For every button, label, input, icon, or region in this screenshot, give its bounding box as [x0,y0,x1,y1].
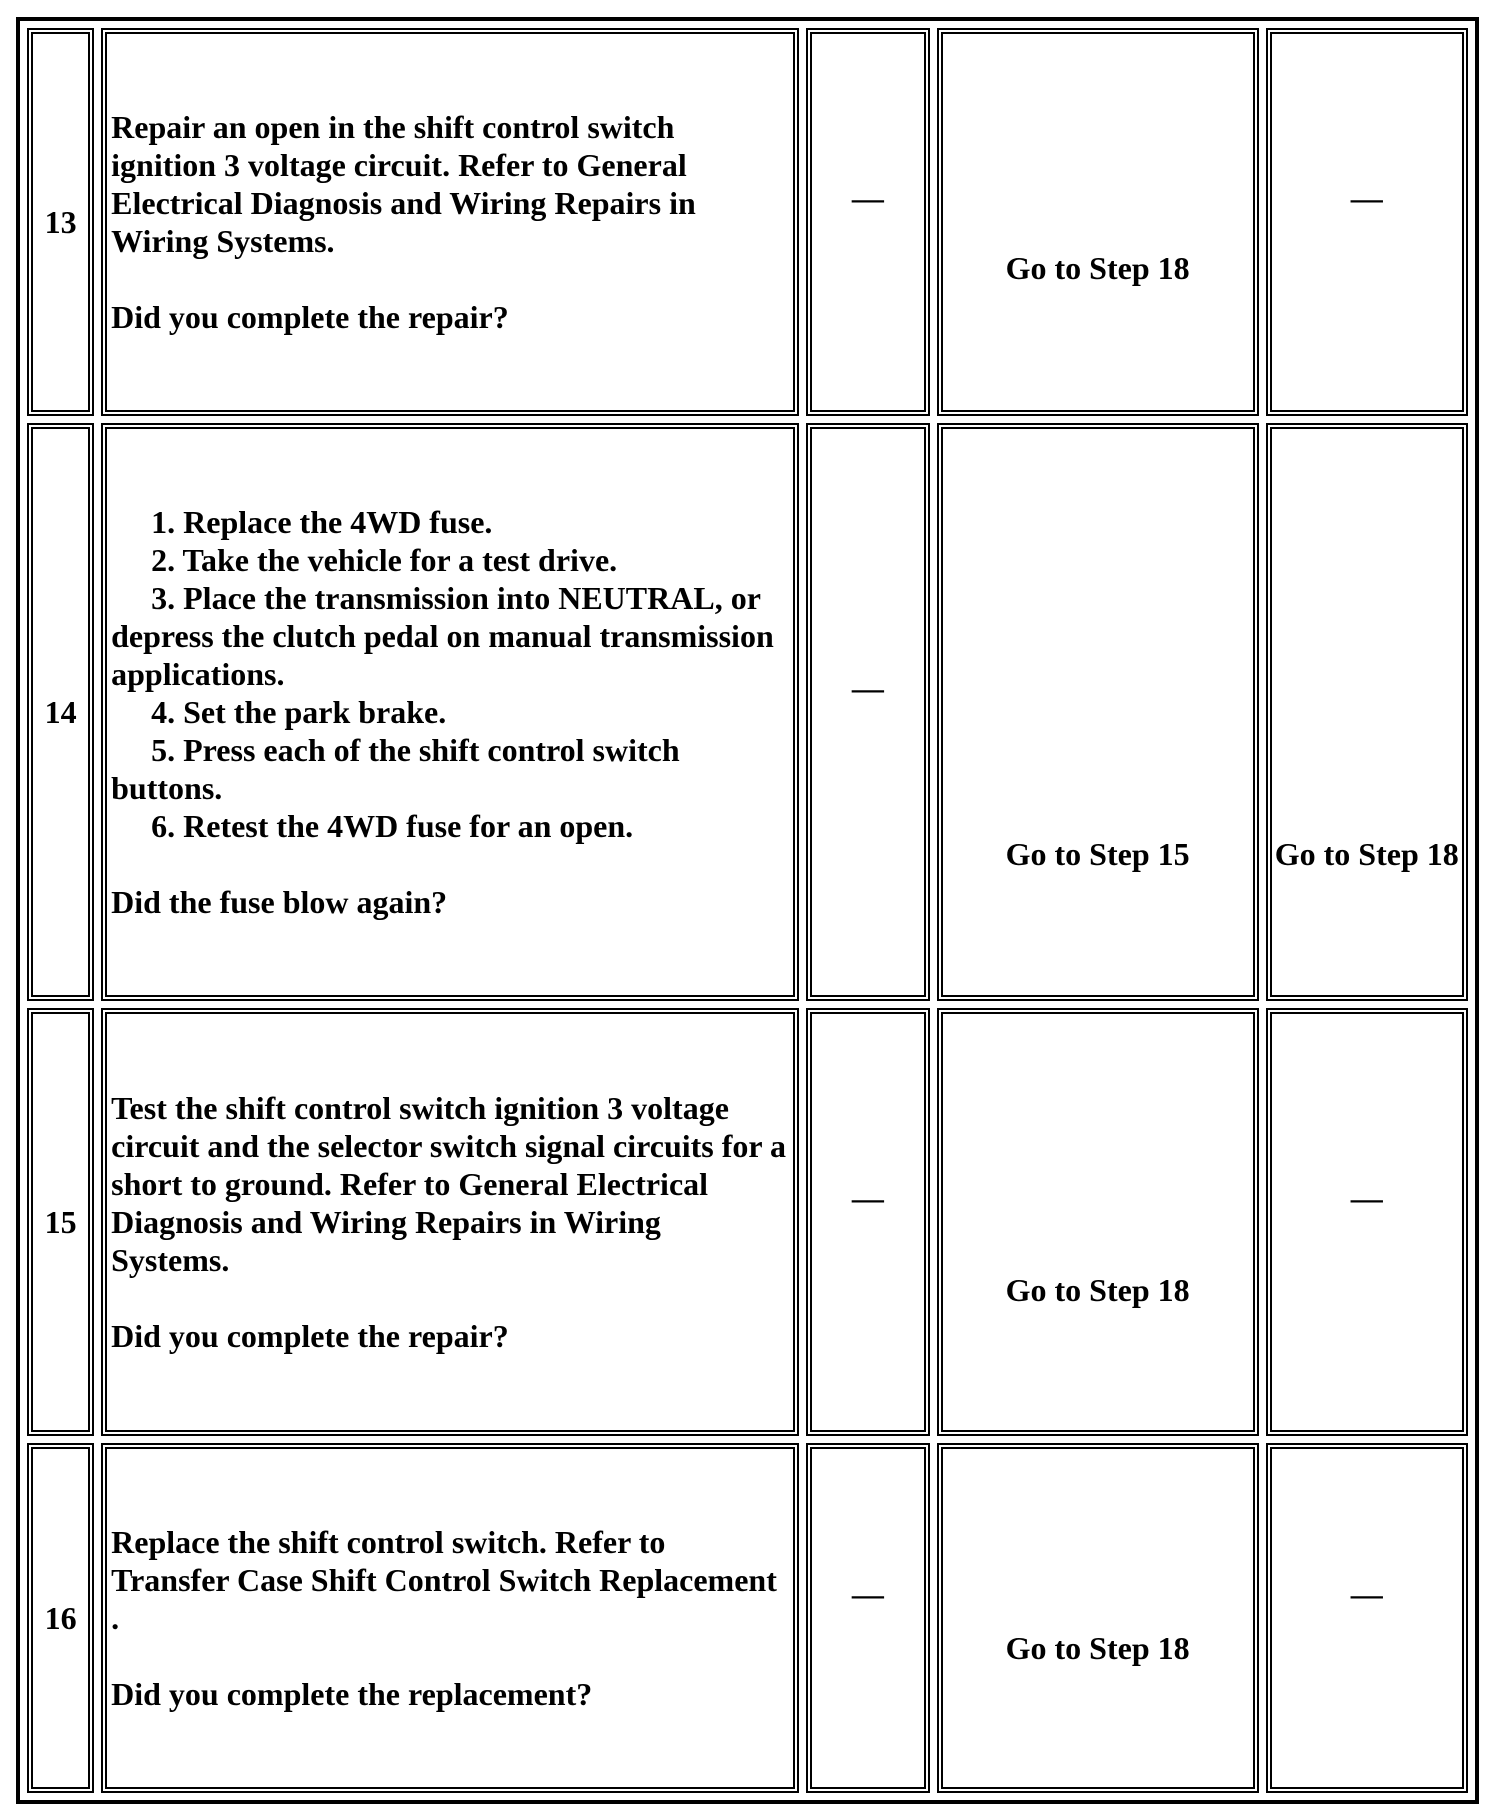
value-dash: — [851,179,884,216]
yes-cell [937,1443,1259,1793]
diagnostic-table [16,17,1479,1804]
action-question: Did you complete the replacement? [111,1676,593,1713]
yes-link[interactable]: Go to Step 18 [1005,1630,1190,1667]
table-row [27,28,1468,416]
value-cell [806,28,930,416]
list-item: 4. Set the park brake. [151,693,447,730]
value-dash: — [851,1180,884,1217]
list-item: 6. Retest the 4WD fuse for an open. [151,807,634,844]
no-cell [1266,1443,1468,1793]
no-dash: — [1350,179,1383,216]
step-number: 14 [27,423,94,1002]
step-number: 15 [27,1008,94,1436]
action-question: Did the fuse blow again? [111,883,448,920]
action-question: Did you complete the repair? [111,1318,509,1355]
no-cell [1266,28,1468,416]
no-dash: — [1350,1180,1383,1217]
action-text: Test the shift control switch ignition 3 voltage circuit and the selector switch signal circuits for a short to ground. Refer to General Electrical Diagnosis and Wiring Repairs in Wiring Systems. [111,1090,787,1279]
table-row [27,1008,1468,1436]
value-cell [806,1443,930,1793]
list-item: 1. Replace the 4WD fuse. [151,503,493,540]
no-cell [1266,1008,1468,1436]
step-number: 16 [27,1443,94,1793]
no-link[interactable]: Go to Step 18 [1274,835,1459,872]
action-text: Repair an open in the shift control switch ignition 3 voltage circuit. Refer to General Electrical Diagnosis and Wiring Repairs in Wiring Systems. [111,108,696,259]
yes-cell [937,1008,1259,1436]
table-row [27,1443,1468,1793]
yes-link[interactable]: Go to Step 18 [1005,249,1190,286]
step-number: 13 [27,28,94,416]
table-row [27,423,1468,1002]
value-cell [806,423,930,1002]
value-cell [806,1008,930,1436]
yes-cell [937,423,1259,1002]
yes-link[interactable]: Go to Step 18 [1005,1272,1190,1309]
action-cell [101,423,799,1002]
action-cell [101,28,799,416]
yes-link[interactable]: Go to Step 15 [1005,835,1190,872]
list-item: 5. Press each of the shift control switch buttons. [111,731,680,806]
yes-cell [937,28,1259,416]
action-text: Replace the shift control switch. Refer to Transfer Case Shift Control Switch Replacement . [111,1524,777,1637]
value-dash: — [851,1576,884,1613]
list-item: 3. Place the transmission into NEUTRAL, or depress the clutch pedal on manual transmission applications. [111,579,774,692]
list-item: 2. Take the vehicle for a test drive. [151,541,618,578]
action-cell [101,1008,799,1436]
action-cell [101,1443,799,1793]
no-dash: — [1350,1576,1383,1613]
value-dash: — [851,669,884,706]
no-cell [1266,423,1468,1002]
steps-list [111,503,787,845]
action-question: Did you complete the repair? [111,298,509,335]
